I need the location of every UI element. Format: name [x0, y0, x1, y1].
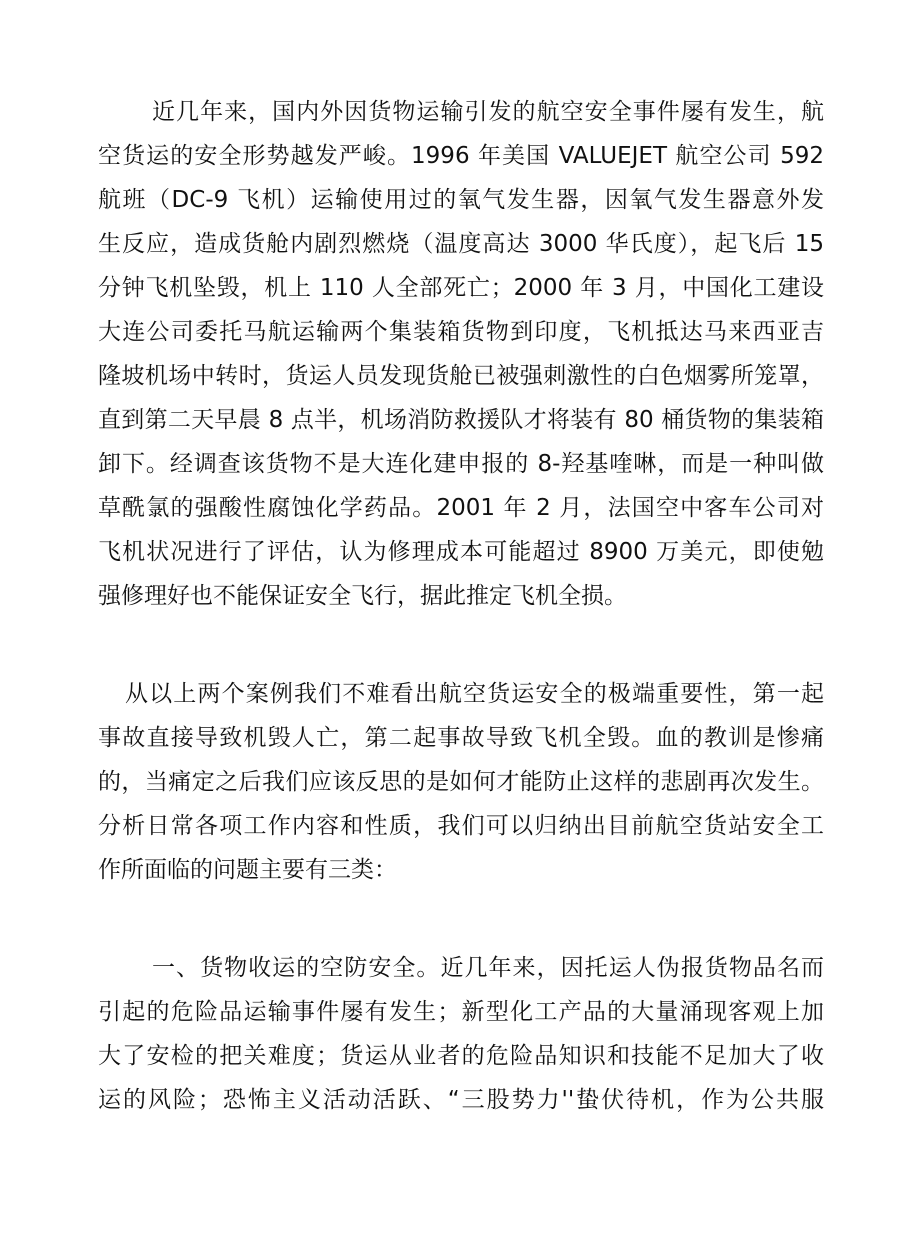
paragraph-line: 近几年来，国内外因货物运输引发的航空安全事件屡有发生，航 [152, 99, 824, 125]
paragraph-line: 空货运的安全形势越发严峻。1996 年美国 VALUEJET 航空公司 592 [98, 143, 824, 169]
paragraph-line: 分析日常各项工作内容和性质，我们可以归纳出目前航空货站安全工 [98, 813, 824, 839]
paragraph-line: 生反应，造成货舱内剧烈燃烧（温度高达 3000 华氏度），起飞后 15 [98, 231, 824, 257]
paragraph-line: 航班（DC-9 飞机）运输使用过的氧气发生器，因氧气发生器意外发 [98, 187, 824, 213]
paragraph-line: 强修理好也不能保证安全飞行，据此推定飞机全损。 [98, 583, 627, 609]
paragraph-line: 大连公司委托马航运输两个集装箱货物到印度，飞机抵达马来西亚吉 [98, 319, 824, 345]
paragraph-line: 直到第二天早晨 8 点半，机场消防救援队才将装有 80 桶货物的集装箱 [98, 407, 824, 433]
paragraph-line: 隆坡机场中转时，货运人员发现货舱已被强刺激性的白色烟雾所笼罩， [98, 363, 824, 389]
paragraph-line: 从以上两个案例我们不难看出航空货运安全的极端重要性，第一起 [125, 681, 824, 707]
paragraph-line: 引起的危险品运输事件屡有发生；新型化工产品的大量涌现客观上加 [98, 999, 824, 1025]
paragraph-line: 的，当痛定之后我们应该反思的是如何才能防止这样的悲剧再次发生。 [98, 769, 824, 795]
paragraph-line: 作所面临的问题主要有三类： [98, 857, 397, 883]
paragraph-line: 卸下。经调查该货物不是大连化建申报的 8-羟基喹啉，而是一种叫做 [98, 451, 824, 477]
paragraph-line: 运的风险；恐怖主义活动活跃、“三股势力''蛰伏待机，作为公共服 [98, 1087, 824, 1113]
paragraph-line: 事故直接导致机毁人亡，第二起事故导致飞机全毁。血的教训是惨痛 [98, 725, 824, 751]
paragraph-line: 一、货物收运的空防安全。近几年来，因托运人伪报货物品名而 [152, 955, 824, 981]
paragraph-line: 草酰氯的强酸性腐蚀化学药品。2001 年 2 月，法国空中客车公司对 [98, 495, 824, 521]
paragraph-line: 飞机状况进行了评估，认为修理成本可能超过 8900 万美元，即使勉 [98, 539, 824, 565]
paragraph-line: 分钟飞机坠毁，机上 110 人全部死亡；2000 年 3 月，中国化工建设 [98, 275, 824, 301]
paragraph-line: 大了安检的把关难度；货运从业者的危险品知识和技能不足加大了收 [98, 1043, 824, 1069]
